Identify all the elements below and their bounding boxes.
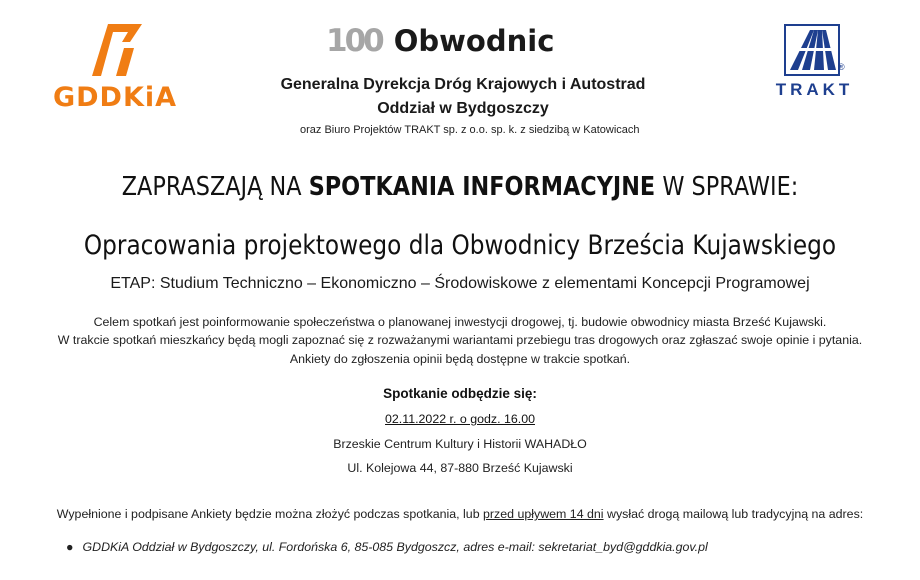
submission-before: Wypełnione i podpisane Ankiety będzie można złożyć podczas spotkania, lub xyxy=(56,507,484,521)
invitation-heading xyxy=(64,172,855,202)
invitation-prefix: ZAPRASZAJĄ NA xyxy=(121,172,309,202)
project-title: Opracowania projektowego dla Obwodnicy Brześcia Kujawskiego xyxy=(83,230,837,261)
trakt-logo-text: TRAKT xyxy=(775,80,854,99)
invitation-emphasis: SPOTKANIA INFORMACYJNE xyxy=(308,172,656,202)
address-text: GDDKiA Oddział w Bydgoszczy, ul. Fordońska 6, 85-085 Bydgoszcz, adres e-mail: sekretariat_byd@gddkia.gov.pl xyxy=(82,540,708,554)
organization-name: Generalna Dyrekcja Dróg Krajowych i Autostrad xyxy=(280,76,646,93)
purpose-line-2: W trakcie spotkań mieszkańcy będą mogli zapoznać się z rozważanymi wariantami przebiegu tras drogowych oraz zgłaszać swoje opinie i pytania. xyxy=(57,333,863,347)
gddkia-road-icon xyxy=(86,20,144,78)
meeting-address: Ul. Kolejowa 44, 87-880 Brześć Kujawski xyxy=(347,461,573,475)
project-stage: ETAP: Studium Techniczno – Ekonomiczno – Środowiskowe z elementami Koncepcji Programowej xyxy=(110,275,810,292)
submission-instructions xyxy=(0,507,920,521)
meeting-heading: Spotkanie odbędzie się: xyxy=(383,386,537,401)
partner-line: oraz Biuro Projektów TRAKT sp. z o.o. sp. k. z siedzibą w Katowicach xyxy=(300,124,640,136)
brand-line xyxy=(326,20,554,62)
brand-number: 100 xyxy=(326,23,382,59)
purpose-line-1: Celem spotkań jest poinformowanie społeczeństwa o planowanej inwestycji drogowej, tj. budowie obwodnicy miasta Brześć Kujawski. xyxy=(93,315,827,329)
address-list-item xyxy=(66,540,708,554)
meeting-datetime xyxy=(0,412,920,426)
brand-name: Obwodnic xyxy=(393,24,555,58)
invitation-suffix: W SPRAWIE: xyxy=(655,172,799,202)
registered-mark: ® xyxy=(838,62,845,72)
submission-after: wysłać drogą mailową lub tradycyjną na adres: xyxy=(603,507,864,521)
submission-deadline: przed upływem 14 dni xyxy=(483,507,604,521)
trakt-road-icon xyxy=(784,24,840,76)
purpose-line-3: Ankiety do zgłoszenia opinii będą dostępne w trakcie spotkań. xyxy=(289,352,631,366)
gddkia-logo-text: GDDKiA xyxy=(52,82,178,113)
bullet-icon: ● xyxy=(66,540,74,554)
organization-branch: Oddział w Bydgoszczy xyxy=(377,100,549,117)
meeting-datetime-text: 02.11.2022 r. o godz. 16.00 xyxy=(385,412,535,426)
meeting-venue: Brzeskie Centrum Kultury i Historii WAHADŁO xyxy=(333,437,587,451)
